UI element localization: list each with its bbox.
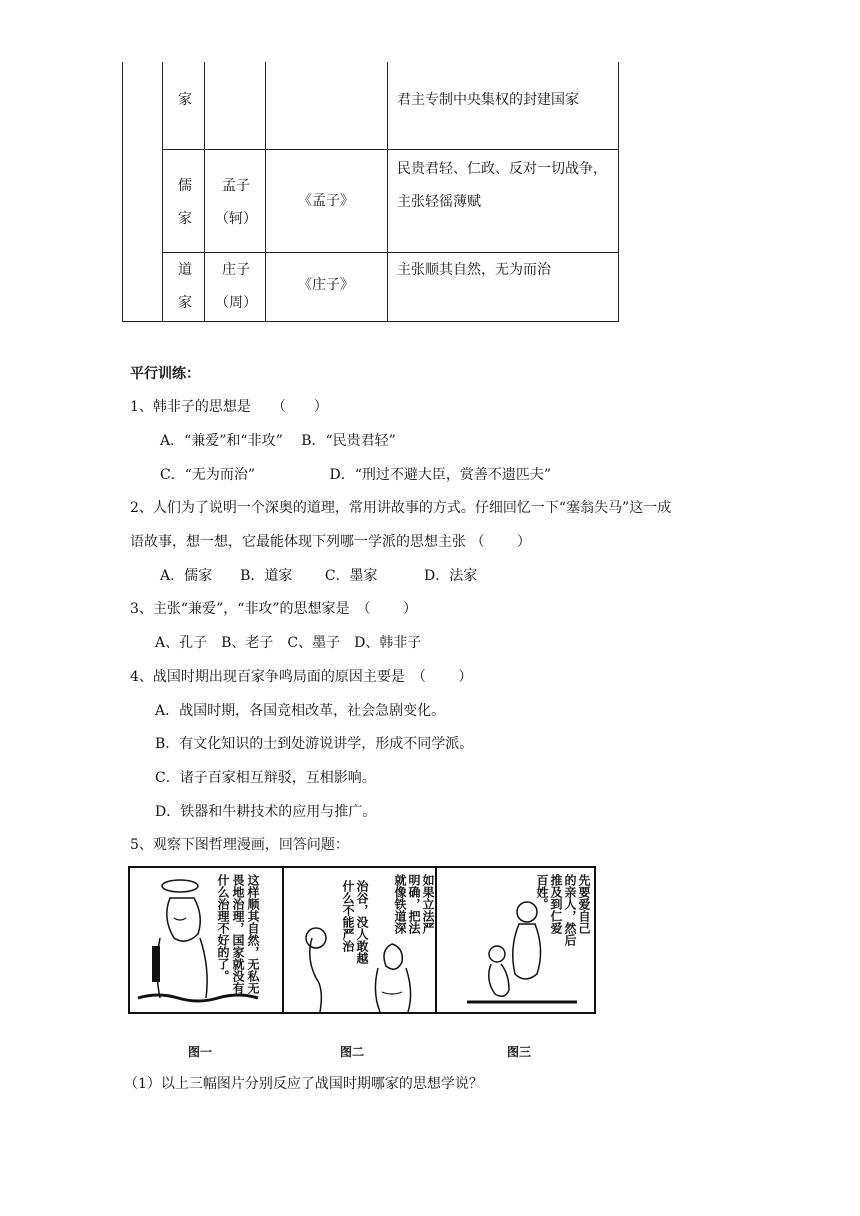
school-name-char: 家 <box>178 92 192 108</box>
speech-column: 什么治理不好的了。 <box>216 874 230 982</box>
speech-column: 畏地治理，国家就没有 <box>231 874 245 994</box>
question-3-stem: 3、主张“兼爱”，“非攻”的思想家是 （ ） <box>130 601 417 617</box>
section-title: 平行训练： <box>130 366 200 382</box>
question-2-options-line: A．儒家 B．道家 C．墨家 D．法家 <box>160 568 478 584</box>
school-name-char: 道 <box>178 262 192 278</box>
school-name-char: 家 <box>178 211 192 227</box>
speech-column: 治谷，没人敢越 <box>355 880 369 964</box>
question-1-options-line: C．“无为而治” D．“刑过不避大臣，赏善不遗匹夫” <box>160 467 552 483</box>
book-cell: 《孟子》 <box>298 193 354 209</box>
thought-cell: 主张顺其自然，无为而治 <box>397 262 551 278</box>
question-4-option: B．有文化知识的士到处游说讲学，形成不同学派。 <box>155 736 474 752</box>
question-4-option: C．诸子百家相互辩驳，互相影响。 <box>155 770 376 786</box>
person-cell: （周） <box>215 295 257 311</box>
question-4-option: A．战国时期，各国竞相改革，社会急剧变化。 <box>155 703 446 719</box>
sage-and-child-illustration <box>437 868 594 1012</box>
cartoon-caption-1: 图一 <box>188 1045 213 1059</box>
question-2-stem-cont: 语故事，想一想，它最能体现下列哪一学派的思想主张 （ ） <box>130 534 531 550</box>
person-cell: 庄子 <box>222 262 250 278</box>
cartoon-caption-2: 图二 <box>340 1045 365 1059</box>
person-cell: 孟子 <box>222 178 250 194</box>
speech-column: 明确，把法 <box>407 874 421 934</box>
speech-column: 推及到仁爱 <box>549 874 563 934</box>
school-name-char: 儒 <box>178 178 192 194</box>
question-4-option: D．铁器和牛耕技术的应用与推广。 <box>155 804 377 820</box>
question-3-options-line: A、孔子 B、老子 C、墨子 D、韩非子 <box>155 635 422 651</box>
question-5-stem: 5、观察下图哲理漫画，回答问题： <box>130 837 349 853</box>
school-name-char: 家 <box>178 295 192 311</box>
thought-cell: 主张轻徭薄赋 <box>397 194 481 210</box>
thought-cell: 民贵君轻、仁政、反对一切战争， <box>397 161 607 177</box>
person-cell: （轲） <box>215 211 257 227</box>
speech-column: 的亲人，然后 <box>563 874 577 946</box>
thought-cell: 君主专制中央集权的封建国家 <box>397 92 579 108</box>
philosophy-cartoon <box>128 866 596 1014</box>
speech-column: 这样顺其自然，无私无 <box>246 874 260 994</box>
book-cell: 《庄子》 <box>298 277 354 293</box>
speech-column: 百姓。 <box>535 874 549 910</box>
debating-figures-illustration <box>282 868 434 1012</box>
speech-column: 就像铁道深 <box>393 874 407 934</box>
question-1-options-line: A．“兼爱”和“非攻” B．“民贵君轻” <box>160 433 396 449</box>
speech-column: 什么不能严治 <box>341 880 355 952</box>
question-2-stem: 2、人们为了说明一个深奥的道理，常用讲故事的方式。仔细回忆一下“塞翁失马”这一成 <box>130 500 672 516</box>
sub-question-1: （1）以上三幅图片分别反应了战国时期哪家的思想学说？ <box>124 1076 483 1092</box>
sage-figure-illustration <box>130 868 280 1012</box>
question-1-stem: 1、韩非子的思想是 （ ） <box>130 399 328 415</box>
cartoon-caption-3: 图三 <box>507 1045 532 1059</box>
question-4-stem: 4、战国时期出现百家争鸣局面的原因主要是 （ ） <box>130 669 473 685</box>
speech-column: 先要爱自己 <box>577 874 591 934</box>
speech-column: 如果立法严 <box>421 874 435 934</box>
schools-table <box>122 62 619 322</box>
